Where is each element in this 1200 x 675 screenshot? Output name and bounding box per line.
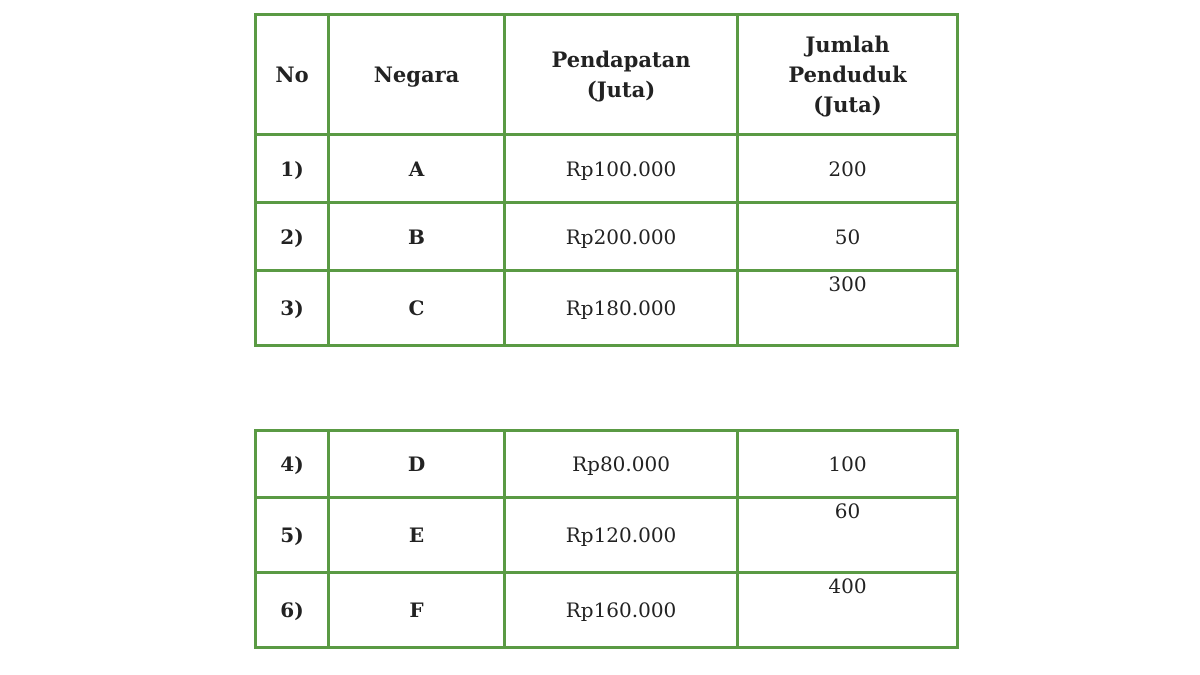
table-row <box>256 498 958 573</box>
row-population: 50 <box>738 203 958 271</box>
row-no: 1) <box>256 135 329 203</box>
row-population: 100 <box>738 431 958 498</box>
row-no: 2) <box>256 203 329 271</box>
header-population-line-2: Penduduk <box>788 61 907 87</box>
table-row <box>256 573 958 648</box>
row-country: B <box>329 203 505 271</box>
row-income: Rp120.000 <box>505 498 738 573</box>
row-population: 300 <box>738 271 958 346</box>
table-row <box>256 271 958 346</box>
header-population-line-1: Jumlah <box>805 31 890 57</box>
row-population: 400 <box>738 573 958 648</box>
header-population <box>738 15 958 135</box>
header-income-line-1: Pendapatan <box>551 46 691 72</box>
table-header-row <box>256 15 958 135</box>
row-country: C <box>329 271 505 346</box>
row-population: 200 <box>738 135 958 203</box>
row-no: 5) <box>256 498 329 573</box>
header-country: Negara <box>329 15 505 135</box>
row-income: Rp100.000 <box>505 135 738 203</box>
header-population-line-3: (Juta) <box>813 91 882 117</box>
row-income: Rp160.000 <box>505 573 738 648</box>
row-income: Rp180.000 <box>505 271 738 346</box>
income-population-table-bottom <box>254 429 959 649</box>
income-population-table-top <box>254 13 959 347</box>
table-row <box>256 431 958 498</box>
row-country: F <box>329 573 505 648</box>
header-no: No <box>256 15 329 135</box>
row-no: 3) <box>256 271 329 346</box>
row-population: 60 <box>738 498 958 573</box>
table-row <box>256 135 958 203</box>
header-income <box>505 15 738 135</box>
row-income: Rp80.000 <box>505 431 738 498</box>
row-country: D <box>329 431 505 498</box>
table-row <box>256 203 958 271</box>
row-income: Rp200.000 <box>505 203 738 271</box>
row-country: A <box>329 135 505 203</box>
row-country: E <box>329 498 505 573</box>
header-income-line-2: (Juta) <box>586 76 656 102</box>
row-no: 4) <box>256 431 329 498</box>
row-no: 6) <box>256 573 329 648</box>
